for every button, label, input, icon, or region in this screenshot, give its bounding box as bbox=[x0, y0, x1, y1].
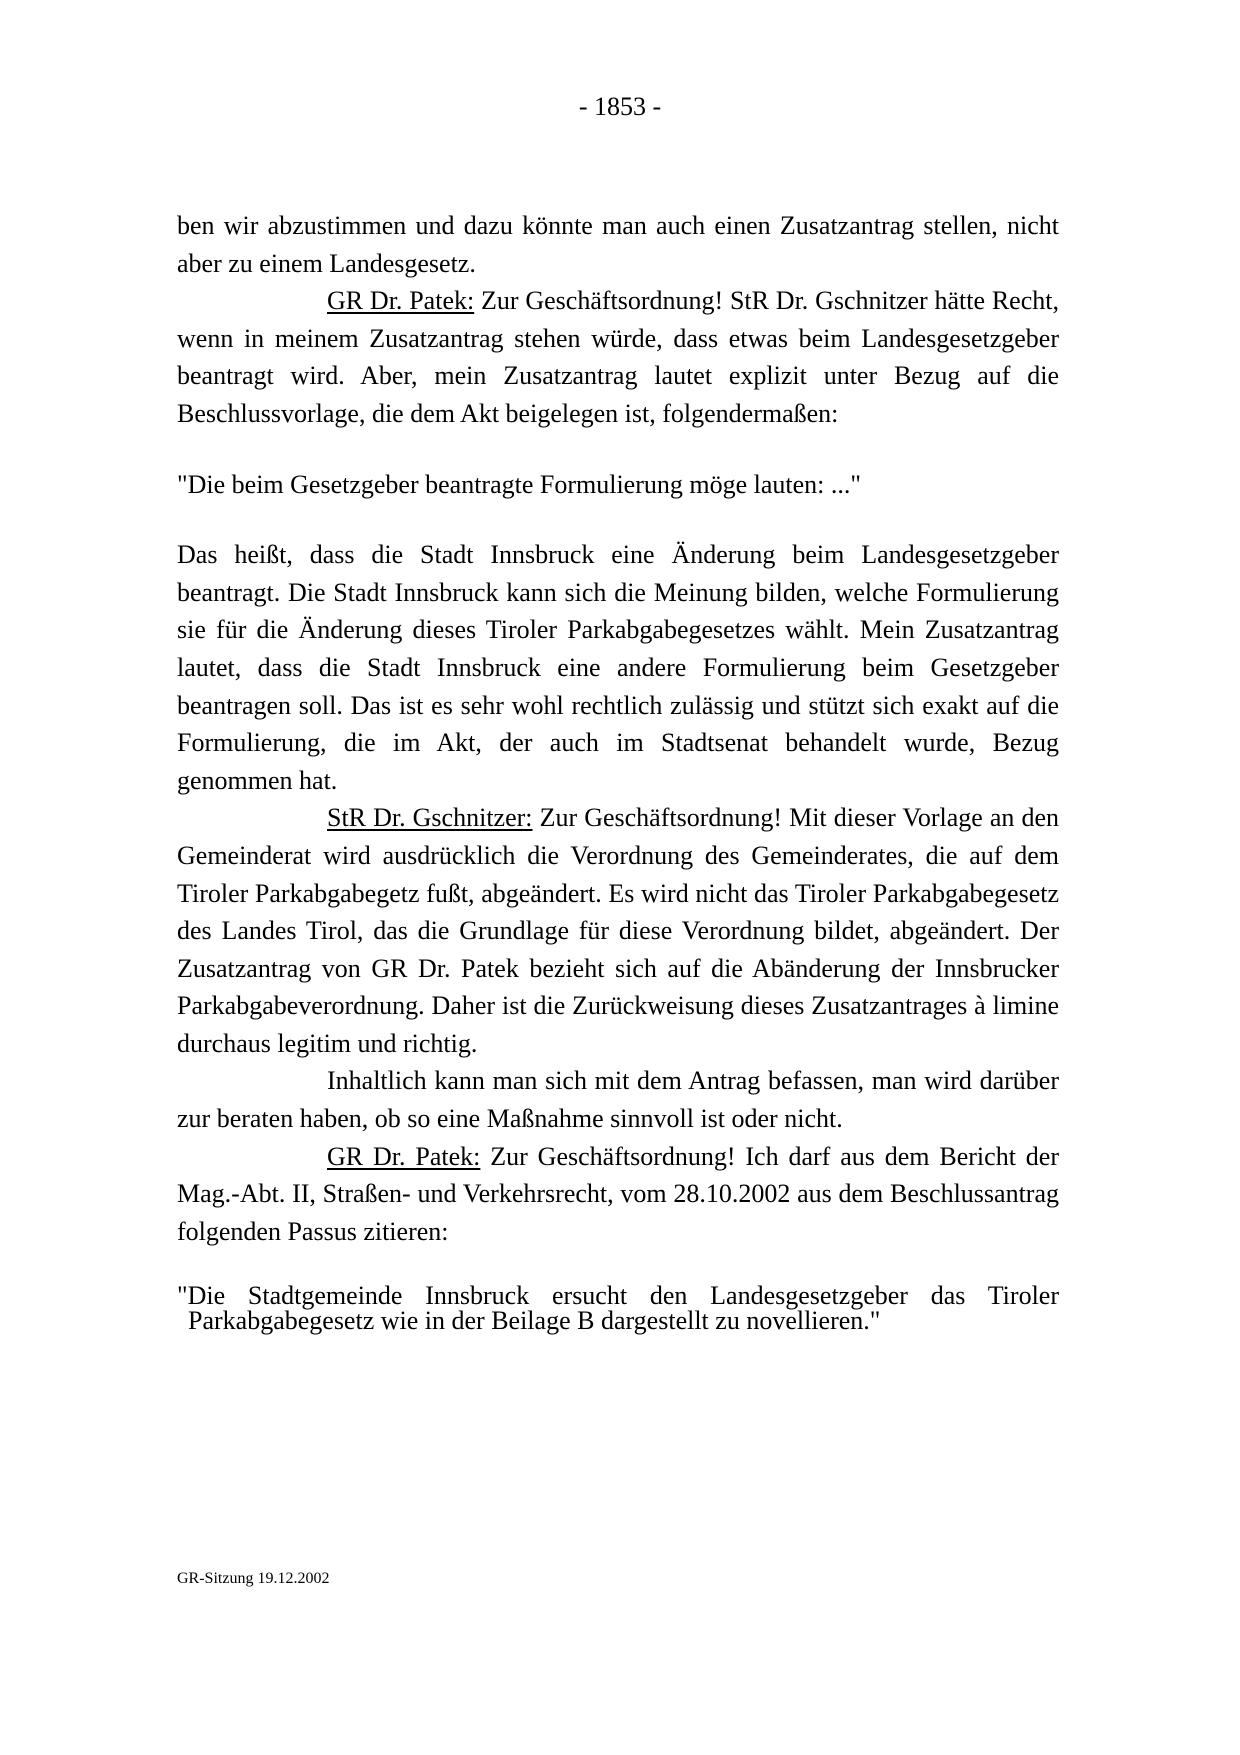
body-text bbox=[177, 207, 1060, 1336]
speaker-label: GR Dr. Patek: bbox=[327, 286, 475, 316]
paragraph-continuation: ben wir abzustimmen und dazu könnte man auch einen Zusatzantrag stellen, nicht aber zu einem Landesgesetz. bbox=[177, 211, 1059, 278]
page-number: - 1853 - bbox=[578, 92, 662, 121]
spacer bbox=[177, 503, 1059, 536]
quote-beschlussantrag bbox=[177, 1281, 1059, 1336]
paragraph-text: Zur Geschäftsordnung! Ich darf aus dem Bericht der Mag.-Abt. II, Straßen- und Verkehrsrecht, vom 28.10.2002 aus dem Beschlussantrag folgenden Passus zitieren: bbox=[177, 1141, 1059, 1246]
spacer bbox=[177, 433, 1059, 466]
paragraph-text: Zur Geschäftsordnung! StR Dr. Gschnitzer hätte Recht, wenn in meinem Zusatzantrag stehen würde, dass etwas beim Landesgesetzgeber beantragt wird. Aber, mein Zusatzantrag lautet explizit unter Bezug auf die Beschlussvorlage, die dem Akt beigelegen ist, folgendermaßen: bbox=[177, 286, 1059, 428]
paragraph-patek-1 bbox=[177, 282, 1059, 432]
paragraph-content: Inhaltlich kann man sich mit dem Antrag befassen, man wird darüber zur beraten haben, ob so eine Maßnahme sinnvoll ist oder nicht. bbox=[177, 1066, 1059, 1134]
quote-line-1: "Die Stadtgemeinde Innsbruck ersucht den Landesgesetzgeber das Tiroler bbox=[177, 1281, 1059, 1311]
paragraph-patek-2 bbox=[177, 1138, 1059, 1251]
paragraph-text: Zur Geschäftsordnung! Mit dieser Vorlage an den Gemeinderat wird ausdrücklich die Verordnung des Gemeinderates, die auf dem Tiroler Parkabgabegetz fußt, abgeändert. Es wird nicht das Tiroler Parkabgabegesetz des Landes Tirol, das die Grundlage für diese Verordnung bildet, abgeändert. Der Zusatzantrag von GR Dr. Patek bezieht sich auf die Abänderung der Innsbrucker Parkabgabeverordnung. Daher ist die Zurückweisung dieses Zusatzantrages à limine durchaus legitim und richtig. bbox=[177, 803, 1060, 1058]
quote-line-2: Parkabgabegesetz wie in der Beilage B dargestellt zu novellieren." bbox=[188, 1306, 881, 1336]
footer-session-date: GR-Sitzung 19.12.2002 bbox=[177, 1570, 330, 1587]
quote-formulation: "Die beim Gesetzgeber beantragte Formulierung möge lauten: ..." bbox=[177, 469, 861, 499]
paragraph-gschnitzer bbox=[177, 799, 1059, 1062]
spacer bbox=[177, 1250, 1059, 1283]
paragraph-explanation: Das heißt, dass die Stadt Innsbruck eine Änderung beim Landesgesetzgeber beantragt. Die Stadt Innsbruck kann sich die Meinung bilden, welche Formulierung sie für die Änderung dieses Tiroler Parkabgabegesetzes wählt. Mein Zusatzantrag lautet, dass die Stadt Innsbruck eine andere Formulierung beim Gesetzgeber beantragen soll. Das ist es sehr wohl rechtlich zulässig und stützt sich exakt auf die Formulierung, die im Akt, der auch im Stadtsenat behandelt wurde, Bezug genommen hat. bbox=[177, 540, 1059, 795]
speaker-label: GR Dr. Patek: bbox=[327, 1141, 481, 1171]
speaker-label: StR Dr. Gschnitzer: bbox=[327, 803, 533, 833]
